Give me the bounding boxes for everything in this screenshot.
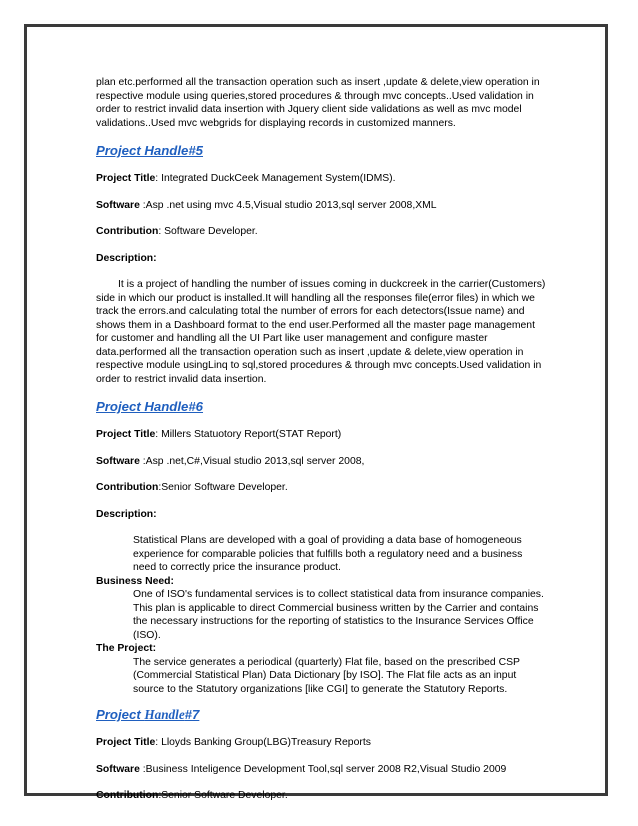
- project-7-heading-part1: Project: [96, 707, 145, 722]
- document-content: [96, 76, 548, 803]
- project-6-software-value: :Asp .net,C#,Visual studio 2013,sql server 2008,: [139, 455, 365, 467]
- project-5-software: [96, 199, 548, 213]
- project-6-contribution: [96, 481, 548, 495]
- project-6-the-project-text: The service generates a periodical (quarterly) Flat file, based on the prescribed CSP (Commercial Statistical Plan) Data Dictionary [by ISO]. The Flat file acts as an input source to the Statutory organizations [like CGI] to generate the Statutory Reports.: [133, 656, 520, 695]
- project-7-title-value: : Lloyds Banking Group(LBG)Treasury Reports: [155, 737, 371, 748]
- project-5-contribution: [96, 225, 548, 239]
- project-7-heading-part3: #7: [184, 707, 200, 722]
- project-6-title-value: : Millers Statuotory Report(STAT Report): [155, 429, 342, 440]
- project-5-software-value: :Asp .net using mvc 4.5,Visual studio 2013,sql server 2008,XML: [139, 199, 437, 211]
- project-7-contribution: [96, 789, 548, 803]
- project-5-description-text: It is a project of handling the number of issues coming in duckcreek in the carrier(Customers) side in which our product is installed.It will handling all the responses file(error files) in which we track the errors.and calculating total the number of errors for each detectors(Issue name) and shows them in a Dashboard format to the end user.Performed all the master page management for customer and handling all the UI Part like user management and configure master data.performed all the transaction operation such as insert ,update & delete,view operation in respective module usingLinq to sql,stored procedures & through mvc concepts.Used validation in order to restrict invalid data insertion.: [96, 279, 546, 385]
- project-6-title: [96, 428, 548, 442]
- project-7-title-label: Project Title: [96, 737, 156, 748]
- project-6-business-need-label: Business Need:: [96, 575, 174, 587]
- project-5-software-label: Software: [96, 199, 140, 211]
- project-6-business-need-text: One of ISO's fundamental services is to collect statistical data from insurance companies. This plan is applicable to direct Commercial business written by the Carrier and contains the necessary instructions for the reporting of statistics to the Insurance Services Office (ISO).: [133, 589, 544, 641]
- project-6-software-label: Software: [96, 455, 140, 467]
- project-6-contribution-value: :Senior Software Developer.: [158, 482, 288, 493]
- project-5-contribution-label: Contribution: [96, 226, 159, 237]
- project-5-title-label: Project Title: [96, 173, 156, 184]
- project-5-title: [96, 172, 548, 186]
- project-6-description-label: Description:: [96, 508, 157, 520]
- project-7-heading-part2: Handle: [144, 707, 185, 722]
- project-5-title-value: : Integrated DuckCeek Management System(IDMS).: [155, 173, 396, 184]
- project-5-contribution-value: : Software Developer.: [158, 226, 258, 237]
- project-7-software-value: :Business Inteligence Development Tool,sql server 2008 R2,Visual Studio 2009: [139, 763, 507, 775]
- project-6-software: [96, 455, 548, 469]
- project-7-contribution-value: :Senior Software Developer.: [158, 790, 288, 801]
- project-7-contribution-label: Contribution: [96, 790, 159, 801]
- project-6-description-text: Statistical Plans are developed with a goal of providing a data base of homogeneous experience for comparable policies that fulfills both a regulatory need and a business need to correctly price the insurance product.: [133, 535, 523, 573]
- project-6-the-project-label: The Project:: [96, 643, 157, 654]
- project-7-software: [96, 763, 548, 777]
- project-7-software-label: Software: [96, 763, 140, 775]
- project-6-contribution-label: Contribution: [96, 482, 159, 493]
- project-6-title-label: Project Title: [96, 429, 156, 440]
- project-6-heading: Project Handle#6: [96, 399, 204, 414]
- project-7-title: [96, 736, 548, 750]
- project-5-description-label: Description:: [96, 252, 157, 264]
- project-7-heading: [96, 707, 548, 723]
- project-5-heading: Project Handle#5: [96, 143, 204, 158]
- intro-paragraph: plan etc.performed all the transaction operation such as insert ,update & delete,view operation in respective module using queries,stored procedures & through mvc concepts..Used validation in order to restrict invalid data insertion with Jquery client side validations as well as mvc model validations..Used mvc webgrids for displaying records in customized manners.: [96, 77, 540, 129]
